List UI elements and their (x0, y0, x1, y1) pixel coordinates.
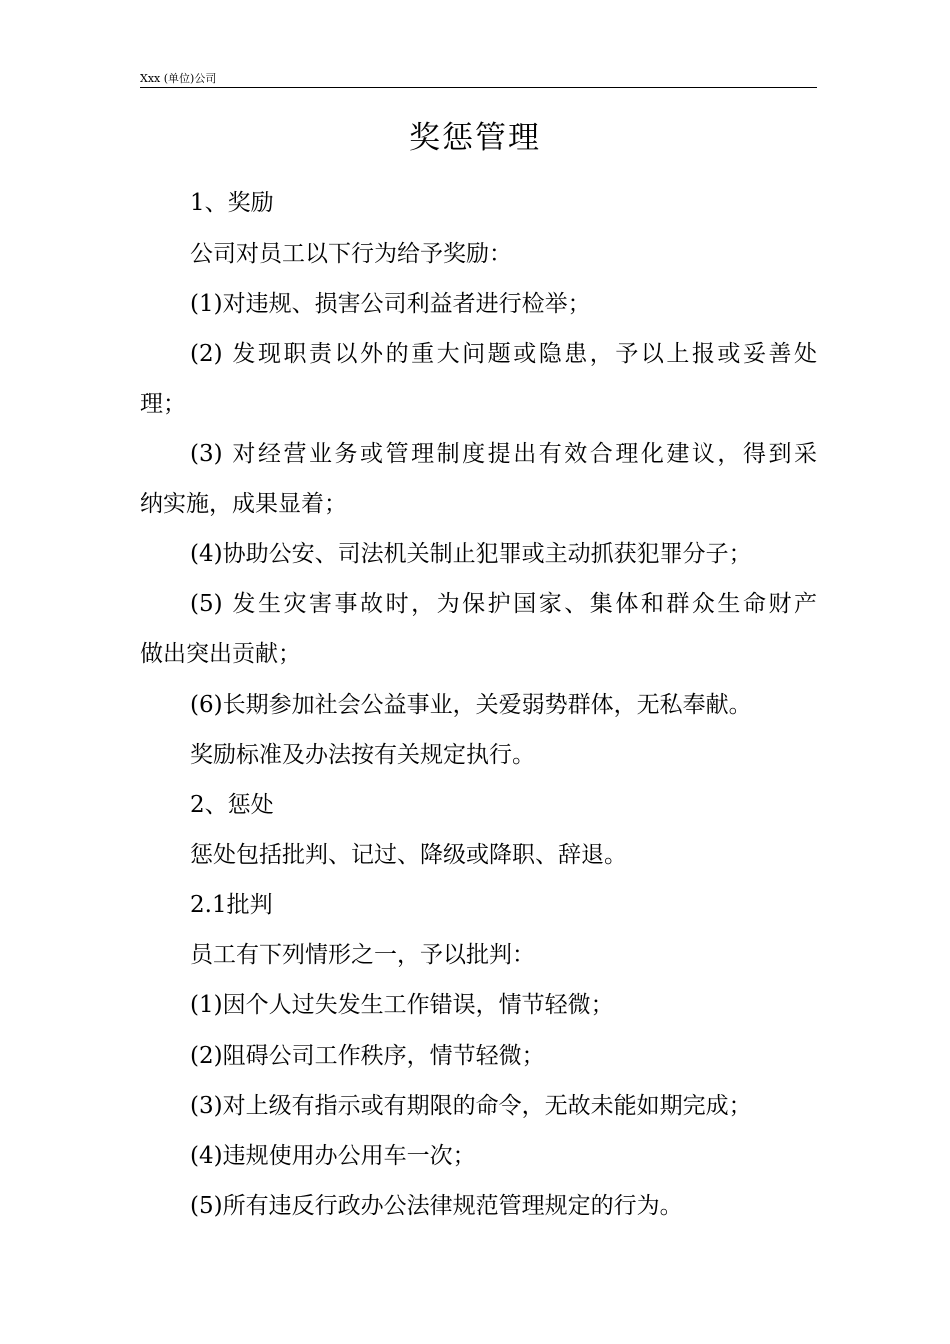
list-item: (5) 发生灾害事故时，为保护国家、集体和群众生命财产 (190, 591, 817, 617)
list-item: (3) 对经营业务或管理制度提出有效合理化建议，得到采 (190, 441, 817, 467)
list-item: (4)违规使用办公用车一次； (190, 1143, 476, 1169)
list-item: (2)阻碍公司工作秩序，情节轻微； (190, 1043, 545, 1069)
list-item: (1)因个人过失发生工作错误，情节轻微； (190, 992, 614, 1018)
paragraph: 公司对员工以下行为给予奖励： (190, 241, 512, 267)
list-item: (4)协助公安、司法机关制止犯罪或主动抓获犯罪分子； (190, 541, 752, 567)
paragraph: 惩处包括批判、记过、降级或降职、辞退。 (190, 842, 627, 868)
list-item: (2) 发现职责以外的重大问题或隐患，予以上报或妥善处 (190, 341, 817, 367)
list-item-continuation: 纳实施，成果显着； (140, 491, 347, 517)
document-title: 奖惩管理 (409, 120, 541, 156)
page-header (140, 72, 817, 88)
section-heading-reward: 1、奖励 (190, 190, 274, 216)
list-item-continuation: 做出突出贡献； (140, 641, 301, 667)
list-item: (5)所有违反行政办公法律规范管理规定的行为。 (190, 1193, 683, 1219)
list-item: (6)长期参加社会公益事业，关爱弱势群体，无私奉献。 (190, 692, 752, 718)
list-item: (3)对上级有指示或有期限的命令，无故未能如期完成； (190, 1093, 752, 1119)
header-company: Xxx (单位)公司 (140, 72, 217, 85)
section-heading-punishment: 2、惩处 (190, 792, 274, 818)
list-item: (1)对违规、损害公司利益者进行检举； (190, 291, 591, 317)
paragraph: 奖励标准及办法按有关规定执行。 (190, 742, 535, 768)
list-item-continuation: 理； (140, 391, 186, 417)
subsection-heading: 2.1批判 (190, 892, 273, 918)
paragraph: 员工有下列情形之一，予以批判： (190, 942, 535, 968)
